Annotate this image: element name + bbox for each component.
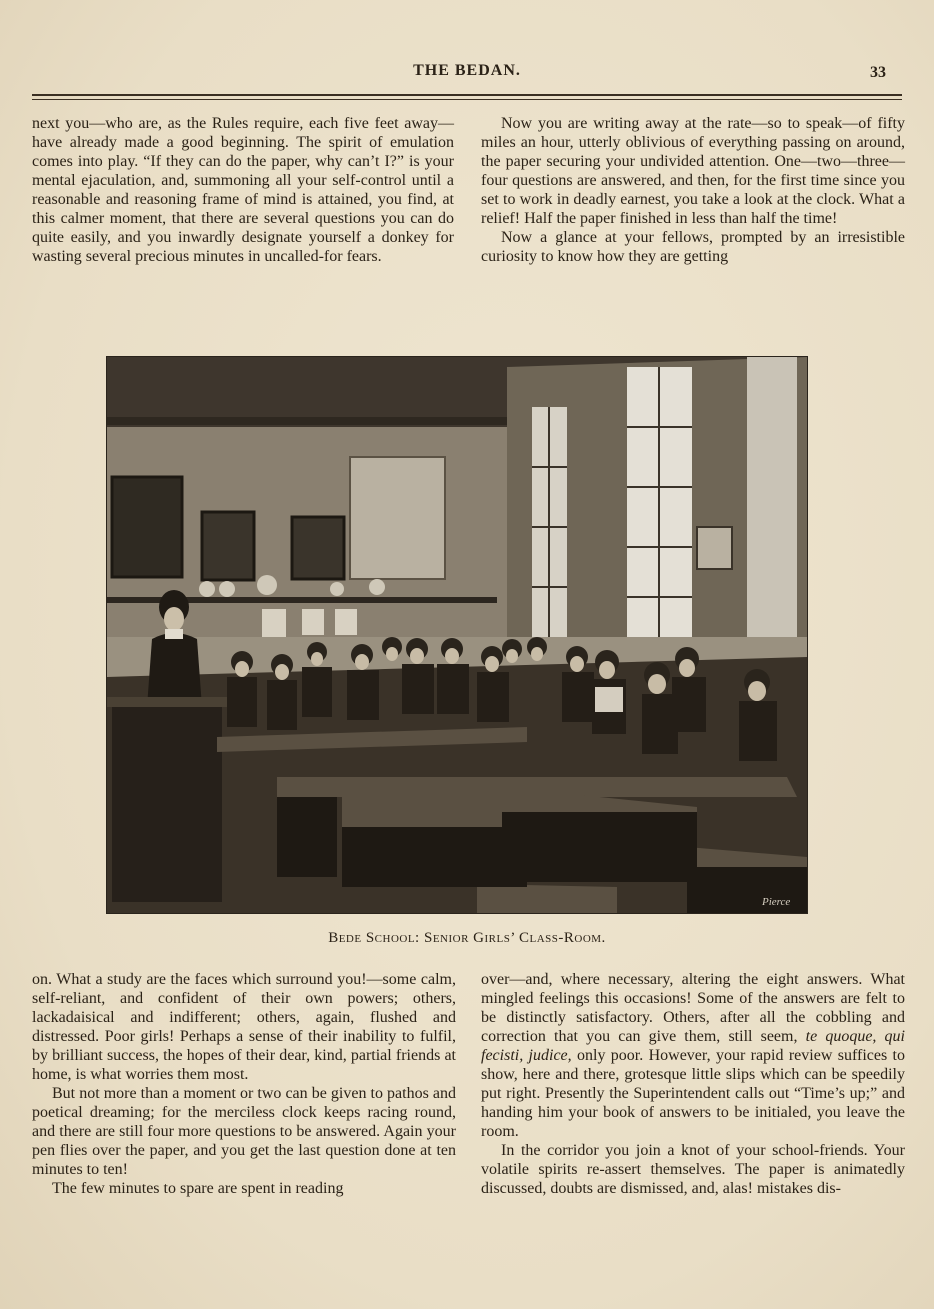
running-header — [32, 60, 902, 86]
paragraph — [481, 970, 905, 1141]
photographer-signature: Pierce — [762, 896, 791, 908]
column-bottom-right — [481, 970, 905, 1198]
header-rule-thick — [32, 94, 902, 96]
paragraph-text: only poor. However, your rapid review suffices to show, here and there, grotesque little slips which can be speedily put right. Presently the Superintendent calls out “Time’s up;” and handing him your book of answers to be initialed, you leave the room. — [481, 1047, 905, 1140]
paragraph: Now you are writing away at the rate—so to speak—of fifty miles an hour, utterly oblivious of everything passing on around, the paper securing your undivided attention. One—two—three—four questions are answered, and then, for the first time since you set to work in deadly earnest, you take a look at the clock. What a relief! Half the paper finished in less than half the time! — [481, 115, 905, 227]
paragraph: In the corridor you join a knot of your school-friends. Your volatile spirits re-assert themselves. The paper is animatedly discussed, doubts are dismissed, and, alas! mistakes dis- — [481, 1142, 905, 1197]
classroom-photograph — [106, 356, 808, 914]
column-top-left — [32, 114, 454, 266]
paragraph: on. What a study are the faces which surround you!—some calm, self-reliant, and confident of their own powers; others, lackadaisical and indifferent; others, again, flushed and distressed. Poor girls! Perhaps a sense of their inability to fulfil, by brilliant success, the hopes of their dear, kind, partial friends at home, is what worries them most. — [32, 971, 456, 1083]
paragraph: next you—who are, as the Rules require, each five feet away—have already made a good beginning. The spirit of emulation comes into play. “If they can do the paper, why can’t I?” is your mental ejaculation, and, summoning all your self-control until a reasonable and reasoning frame of mind is attained, you find, at this calmer moment, that there are several questions you can do quite easily, and you inwardly designate yourself a donkey for wasting several precious minutes in uncalled-for fears. — [32, 115, 454, 265]
paragraph: The few minutes to spare are spent in reading — [52, 1180, 344, 1197]
paragraph: But not more than a moment or two can be given to pathos and poetical dreaming; for the merciless clock keeps racing round, and there are still four more questions to be answered. Again your pen flies over the paper, and you get the last question done at ten minutes to ten! — [32, 1085, 456, 1178]
header-rule-thin — [32, 99, 902, 100]
page-number: 33 — [870, 64, 886, 81]
column-top-right — [481, 114, 905, 266]
paragraph-text: over—and, where necessary, altering the eight answers. What mingled feelings this occasions! Some of the answers are felt to be distinctly satisfactory. Others, after all the cobbling and correction that you can give them, still seem, — [481, 971, 905, 1045]
journal-title: THE BEDAN. — [413, 62, 521, 79]
paragraph: Now a glance at your fellows, prompted by an irresistible curiosity to know how they are getting — [481, 229, 905, 265]
classroom-illustration — [107, 357, 807, 913]
photo-caption: Bede School: Senior Girls’ Class-Room. — [328, 930, 606, 946]
latin-phrase: te quoque, qui fecisti, judice, — [481, 1028, 906, 1064]
column-bottom-left — [32, 970, 456, 1198]
